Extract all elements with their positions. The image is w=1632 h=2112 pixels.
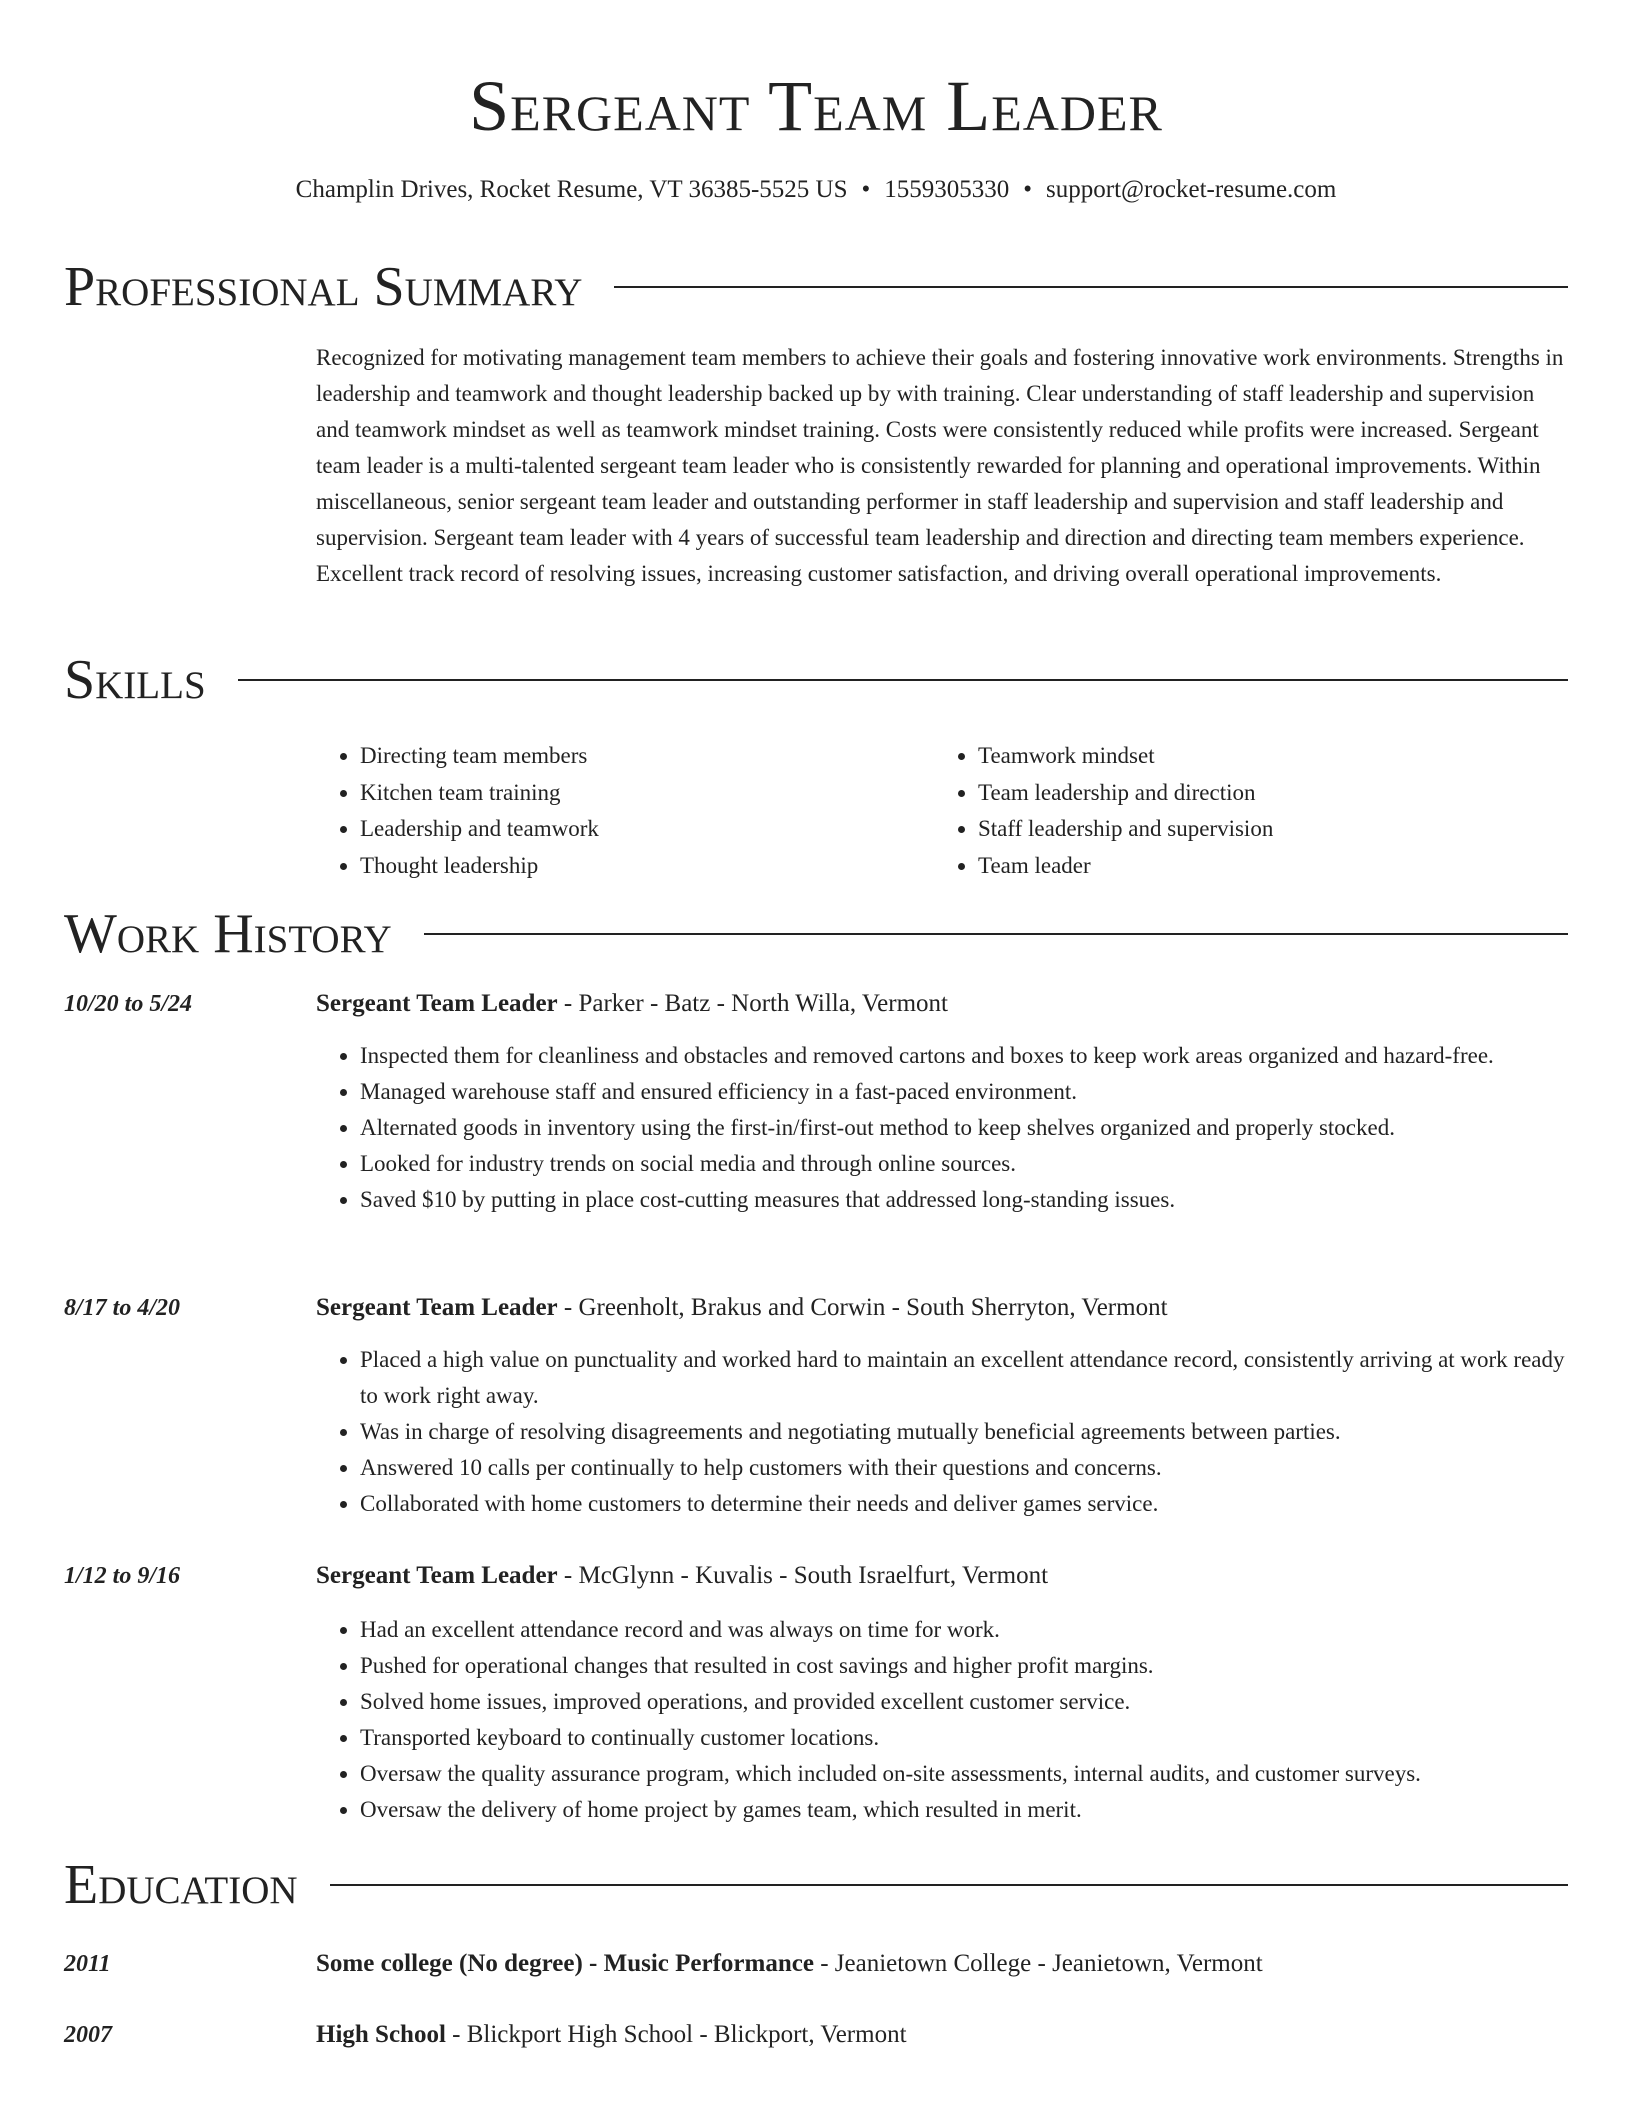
skill-item: • Directing team members: [360, 738, 934, 775]
skill-item: • Teamwork mindset: [978, 738, 1552, 775]
contact-line: [0, 172, 1632, 208]
job-bullets: [316, 1342, 1568, 1522]
email-link[interactable]: support@rocket-resume.com: [1046, 176, 1337, 203]
education-heading: [316, 1946, 1263, 1982]
education-year: 2011: [64, 1951, 111, 1977]
skill-item: • Thought leadership: [360, 848, 934, 885]
job-employer: - Greenholt, Brakus and Corwin - South Sherryton, Vermont: [557, 1294, 1168, 1321]
job-bullet: • Had an excellent attendance record and was always on time for work.: [360, 1612, 1568, 1648]
section-divider: [330, 1884, 1568, 1886]
job-bullet: • Placed a high value on punctuality and worked hard to maintain an excellent attendance record, consistently arriving at work ready to work right away.: [360, 1342, 1568, 1414]
separator-dot: •: [1023, 176, 1033, 203]
skills-column-left: [316, 738, 934, 885]
job-title: Sergeant Team Leader: [316, 990, 558, 1017]
skill-item: • Team leadership and direction: [978, 775, 1552, 812]
skill-item: • Staff leadership and supervision: [978, 811, 1552, 848]
education-degree: Some college (No degree) - Music Performance: [316, 1950, 814, 1977]
job-bullets: [316, 1612, 1568, 1828]
education-degree: High School: [316, 2021, 446, 2048]
education-school: - Blickport High School - Blickport, Vermont: [445, 2021, 907, 2048]
job-bullet: • Collaborated with home customers to determine their needs and deliver games service.: [360, 1486, 1568, 1522]
job-dates: 10/20 to 5/24: [64, 991, 193, 1017]
section-title-skills: Skills: [64, 649, 206, 711]
education-entry: [64, 1946, 1568, 1982]
section-divider: [238, 679, 1568, 681]
summary-text: Recognized for motivating management team members to achieve their goals and fostering innovative work environments. Strengths in leadership and teamwork and thought leadership backed up by with training. Clear understanding of staff leadership and supervision and teamwork mindset as well as teamwork mindset training. Costs were consistently reduced while profits were increased. Sergeant team leader is a multi-talented sergeant team leader who is consistently rewarded for planning and operational improvements. Within miscellaneous, senior sergeant team leader and outstanding performer in staff leadership and supervision and staff leadership and supervision. Sergeant team leader with 4 years of successful team leadership and direction and directing team members experience. Excellent track record of resolving issues, increasing customer satisfaction, and driving overall operational improvements.: [316, 345, 1564, 586]
skill-item: • Leadership and teamwork: [360, 811, 934, 848]
job-bullet: • Was in charge of resolving disagreements and negotiating mutually beneficial agreements between parties.: [360, 1414, 1568, 1450]
job-employer: - Parker - Batz - North Willa, Vermont: [557, 990, 948, 1017]
skills-list: [316, 738, 1568, 885]
job-bullet: • Alternated goods in inventory using the first-in/first-out method to keep shelves organized and properly stocked.: [360, 1110, 1568, 1146]
job-heading: [316, 1558, 1048, 1594]
phone: 1559305330: [884, 176, 1010, 203]
job-bullet: • Inspected them for cleanliness and obstacles and removed cartons and boxes to keep work areas organized and hazard-free.: [360, 1038, 1568, 1074]
work-section-header: [64, 902, 1568, 966]
section-divider: [614, 286, 1568, 288]
skills-section-header: [64, 648, 1568, 712]
education-heading: [316, 2017, 907, 2053]
job-employer: - McGlynn - Kuvalis - South Israelfurt, Vermont: [557, 1562, 1049, 1589]
section-title-summary: Professional Summary: [64, 256, 583, 318]
job-title: Sergeant Team Leader: [316, 1562, 558, 1589]
skills-column-right: [934, 738, 1552, 885]
section-divider: [424, 933, 1568, 935]
section-title-education: Education: [64, 1854, 298, 1916]
separator-dot: •: [861, 176, 871, 203]
education-year: 2007: [64, 2022, 112, 2048]
job-title: Sergeant Team Leader: [316, 1294, 558, 1321]
skill-item: • Kitchen team training: [360, 775, 934, 812]
candidate-name: Sergeant Team Leader: [469, 66, 1163, 146]
job-bullets: [316, 1038, 1568, 1218]
job-dates: 1/12 to 9/16: [64, 1563, 181, 1589]
job-bullet: • Pushed for operational changes that resulted in cost savings and higher profit margins.: [360, 1648, 1568, 1684]
education-school: - Jeanietown College - Jeanietown, Vermont: [813, 1950, 1263, 1977]
job-bullet: • Managed warehouse staff and ensured efficiency in a fast-paced environment.: [360, 1074, 1568, 1110]
address: Champlin Drives, Rocket Resume, VT 36385-5525 US: [295, 176, 848, 203]
summary-section-header: [64, 255, 1568, 319]
education-entry: [64, 2017, 1568, 2053]
job-bullet: • Oversaw the delivery of home project by games team, which resulted in merit.: [360, 1792, 1568, 1828]
job-bullet: • Transported keyboard to continually customer locations.: [360, 1720, 1568, 1756]
section-title-work: Work History: [64, 903, 392, 965]
job-heading: [316, 986, 948, 1022]
job-bullet: • Answered 10 calls per continually to help customers with their questions and concerns.: [360, 1450, 1568, 1486]
job-bullet: • Saved $10 by putting in place cost-cutting measures that addressed long-standing issues.: [360, 1182, 1568, 1218]
job-bullet: • Looked for industry trends on social media and through online sources.: [360, 1146, 1568, 1182]
education-section-header: [64, 1853, 1568, 1917]
job-dates: 8/17 to 4/20: [64, 1295, 181, 1321]
job-bullet: • Oversaw the quality assurance program, which included on-site assessments, internal audits, and customer surveys.: [360, 1756, 1568, 1792]
skill-item: • Team leader: [978, 848, 1552, 885]
job-bullet: • Solved home issues, improved operations, and provided excellent customer service.: [360, 1684, 1568, 1720]
job-heading: [316, 1290, 1168, 1326]
